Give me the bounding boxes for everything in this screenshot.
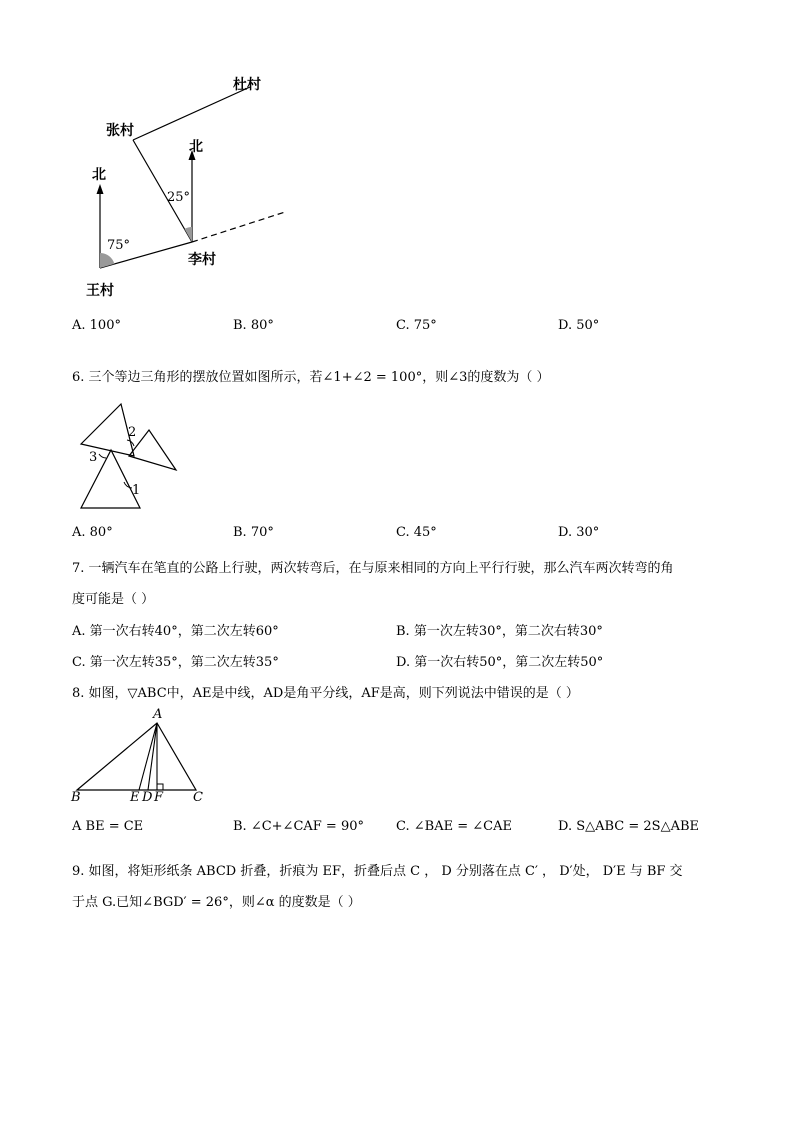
dashed-extension: [192, 212, 285, 242]
q8-option-d[interactable]: D. S△ABC = 2S△ABE: [558, 819, 700, 834]
label-angle-3: 3: [89, 450, 98, 465]
q6-option-b[interactable]: B. 70°: [233, 525, 274, 540]
q8-figure: [70, 708, 210, 808]
q8-option-a[interactable]: A BE = CE: [72, 819, 144, 834]
angle-75-mark: [100, 253, 114, 268]
label-zhang-village: 张村: [106, 123, 134, 139]
label-point-d: D: [142, 790, 153, 805]
zhang-du-line: [133, 87, 250, 140]
q7-text-line1: 7. 一辆汽车在笔直的公路上行驶，两次转弯后，在与原来相同的方向上平行行驶，那么汽车两次转弯的角: [72, 561, 674, 576]
label-angle-2: 2: [128, 425, 137, 440]
label-north-2: 北: [189, 139, 203, 155]
q6-text: 6. 三个等边三角形的摆放位置如图所示，若∠1+∠2 = 100°，则∠3的度数为（ ）: [72, 370, 550, 385]
label-point-c: C: [193, 790, 203, 805]
q6-option-a[interactable]: A. 80°: [72, 525, 113, 540]
label-li-village: 李村: [188, 252, 216, 268]
q5-option-d[interactable]: D. 50°: [558, 318, 600, 333]
label-north-1: 北: [92, 167, 106, 183]
q6-option-d[interactable]: D. 30°: [558, 525, 600, 540]
arrow-head-icon: [97, 184, 104, 194]
q9-text-line1: 9. 如图，将矩形纸条 ABCD 折叠，折痕为 EF，折叠后点 C ， D 分别落在点 C′ ， D′处， D′E 与 BF 交: [72, 864, 683, 879]
label-point-a: A: [153, 707, 163, 722]
q7-option-b[interactable]: B. 第一次左转30°，第二次右转30°: [396, 624, 603, 639]
q6-option-c[interactable]: C. 45°: [396, 525, 437, 540]
q8-option-b[interactable]: B. ∠C+∠CAF = 90°: [233, 819, 364, 834]
q7-text-line2: 度可能是（ ）: [72, 592, 155, 607]
label-point-b: B: [71, 790, 81, 805]
label-point-f: F: [154, 790, 164, 805]
label-wang-village: 王村: [86, 283, 114, 299]
median-ae: [139, 723, 157, 790]
label-angle-75: 75°: [107, 238, 131, 253]
q7-option-c[interactable]: C. 第一次左转35°，第二次左转35°: [72, 655, 279, 670]
q5-option-b[interactable]: B. 80°: [233, 318, 274, 333]
q8-option-c[interactable]: C. ∠BAE = ∠CAE: [396, 819, 512, 834]
q8-text: 8. 如图，▽ABC中，AE是中线，AD是角平分线，AF是高，则下列说法中错误的是（ ）: [72, 686, 579, 701]
label-du-village: 杜村: [233, 77, 261, 93]
angle-25-mark: [185, 227, 193, 242]
triangle-top: [81, 404, 137, 456]
q5-option-c[interactable]: C. 75°: [396, 318, 437, 333]
q7-option-a[interactable]: A. 第一次右转40°，第二次左转60°: [72, 624, 279, 639]
triangle-abc: [77, 723, 196, 790]
label-angle-1: 1: [132, 483, 141, 498]
q5-option-a[interactable]: A. 100°: [72, 318, 121, 333]
bisector-ad: [148, 723, 157, 790]
label-point-e: E: [130, 790, 140, 805]
q9-text-line2: 于点 G.已知∠BGD′ = 26°，则∠α 的度数是（ ）: [72, 895, 361, 910]
q7-option-d[interactable]: D. 第一次右转50°，第二次左转50°: [396, 655, 604, 670]
q5-figure: [70, 60, 300, 310]
label-angle-25: 25°: [167, 190, 191, 205]
angle-3-mark: [99, 454, 106, 458]
